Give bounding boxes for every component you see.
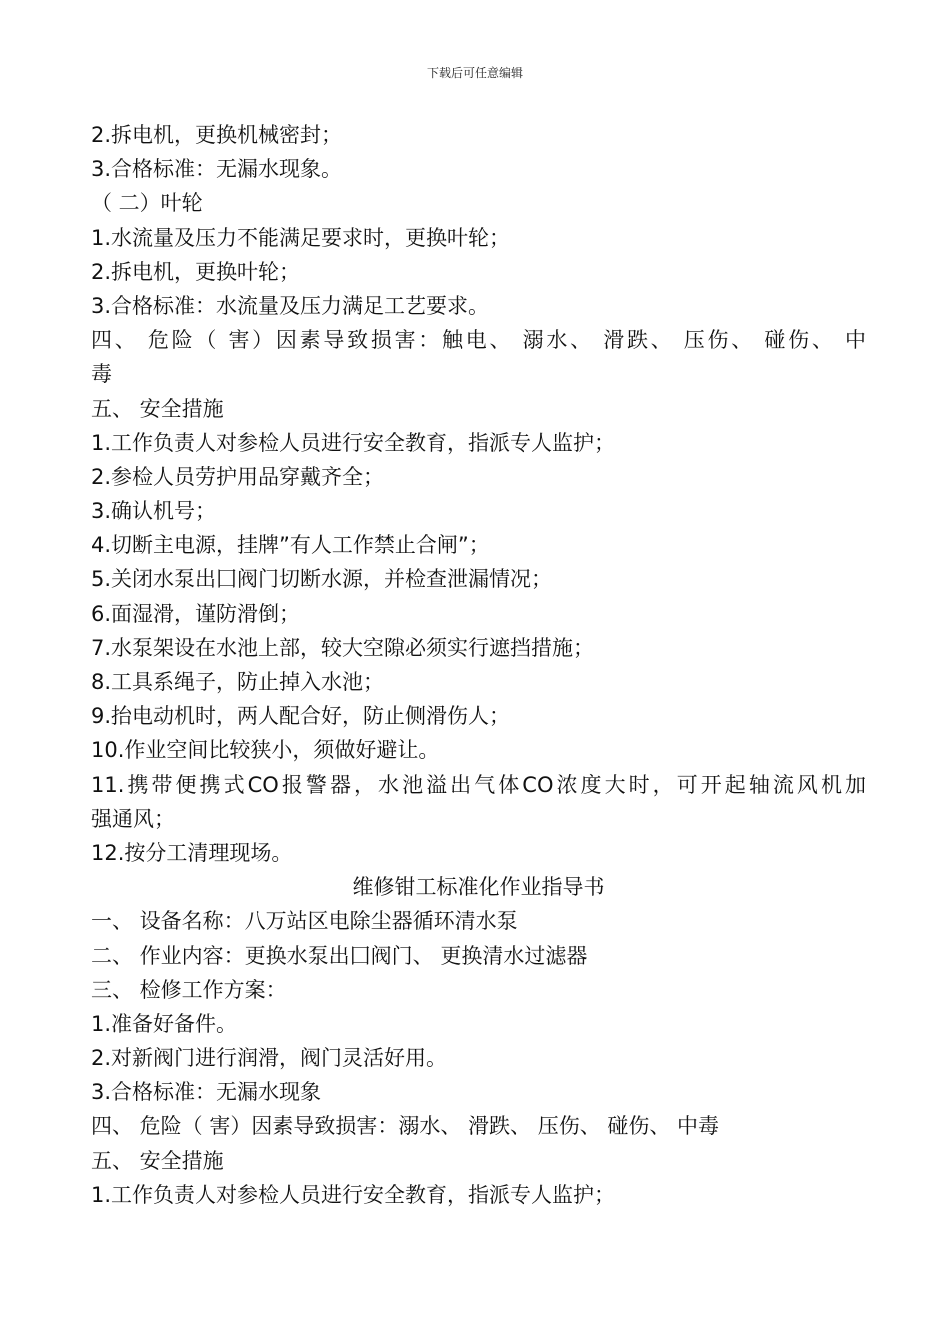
hazard-line-continued: 毒 (91, 362, 112, 387)
text-line: 3.合格标准：水流量及压力满足工艺要求。 (91, 293, 490, 318)
text-line: 5.关闭水泵出囗阀门切断水源，并检查泄漏情况； (91, 567, 553, 592)
section-heading: 一、 设备名称：八万站区电除尘器循环清水泵 (91, 909, 518, 934)
document-title: 维修钳工标准化作业指导书 (352, 875, 605, 900)
text-line: 9.抬电动机时，两人配合好，防止侧滑伤人； (91, 704, 511, 729)
text-line: 3.合格标准：无漏水现象 (91, 1080, 322, 1105)
text-line: 4.切断主电源，挂牌”有人工作禁止合闸”； (91, 533, 490, 558)
text-line: 11.携带便携式CO报警器，水池溢出气体CO浓度大时，可开起轴流风机加 (91, 772, 866, 797)
text-line: 7.水泵架设在水池上部，较大空隙必须实行遮挡措施； (91, 635, 595, 660)
text-line: 2.拆电机，更换机械密封； (91, 123, 343, 147)
section-heading: 五、 安全措施 (91, 1148, 224, 1173)
text-line: 1.准备好备件。 (91, 1011, 238, 1036)
text-line: 2.对新阀门进行润滑，阀门灵活好用。 (91, 1046, 448, 1071)
text-line: 2.拆电机，更换叶轮； (91, 259, 301, 284)
text-line: 3.合格标准：无漏水现象。 (91, 157, 343, 182)
section-heading: （ 二）叶轮 (91, 191, 203, 216)
text-line: 8.工具系绳子，防止掉入水池； (91, 670, 385, 694)
text-line: 1.工作负责人对参检人员进行安全教育，指派专人监护； (91, 430, 616, 455)
text-line: 1.水流量及压力不能满足要求时，更换叶轮； (91, 225, 511, 250)
hazard-line: 四、 危险（ 害）因素导致损害：溺水、 滑跌、 压伤、 碰伤、 中毒 (91, 1114, 720, 1139)
text-line: 6.面湿滑，谨防滑倒； (91, 601, 301, 626)
section-heading: 二、 作业内容：更换水泵出囗阀门、 更换清水过滤器 (91, 943, 588, 968)
section-heading: 三、 检修工作方案： (91, 977, 287, 1002)
page-header: 下载后可任意编辑 (426, 66, 523, 80)
text-line: 10.作业空间比较狭小，须做好避让。 (91, 738, 440, 763)
section-heading: 五、 安全措施 (91, 396, 224, 421)
text-line-continued: 强通风； (91, 806, 175, 831)
document-body (91, 118, 866, 1212)
text-line: 1.工作负责人对参检人员进行安全教育，指派专人监护； (91, 1182, 616, 1207)
text-line: 3.确认机号； (91, 499, 217, 524)
text-line: 12.按分工清理现场。 (91, 840, 293, 865)
text-line: 2.参检人员劳护用品穿戴齐全； (91, 464, 385, 489)
hazard-line: 四、 危险（ 害）因素导致损害：触电、 溺水、 滑跌、 压伤、 碰伤、 中 (91, 328, 866, 353)
